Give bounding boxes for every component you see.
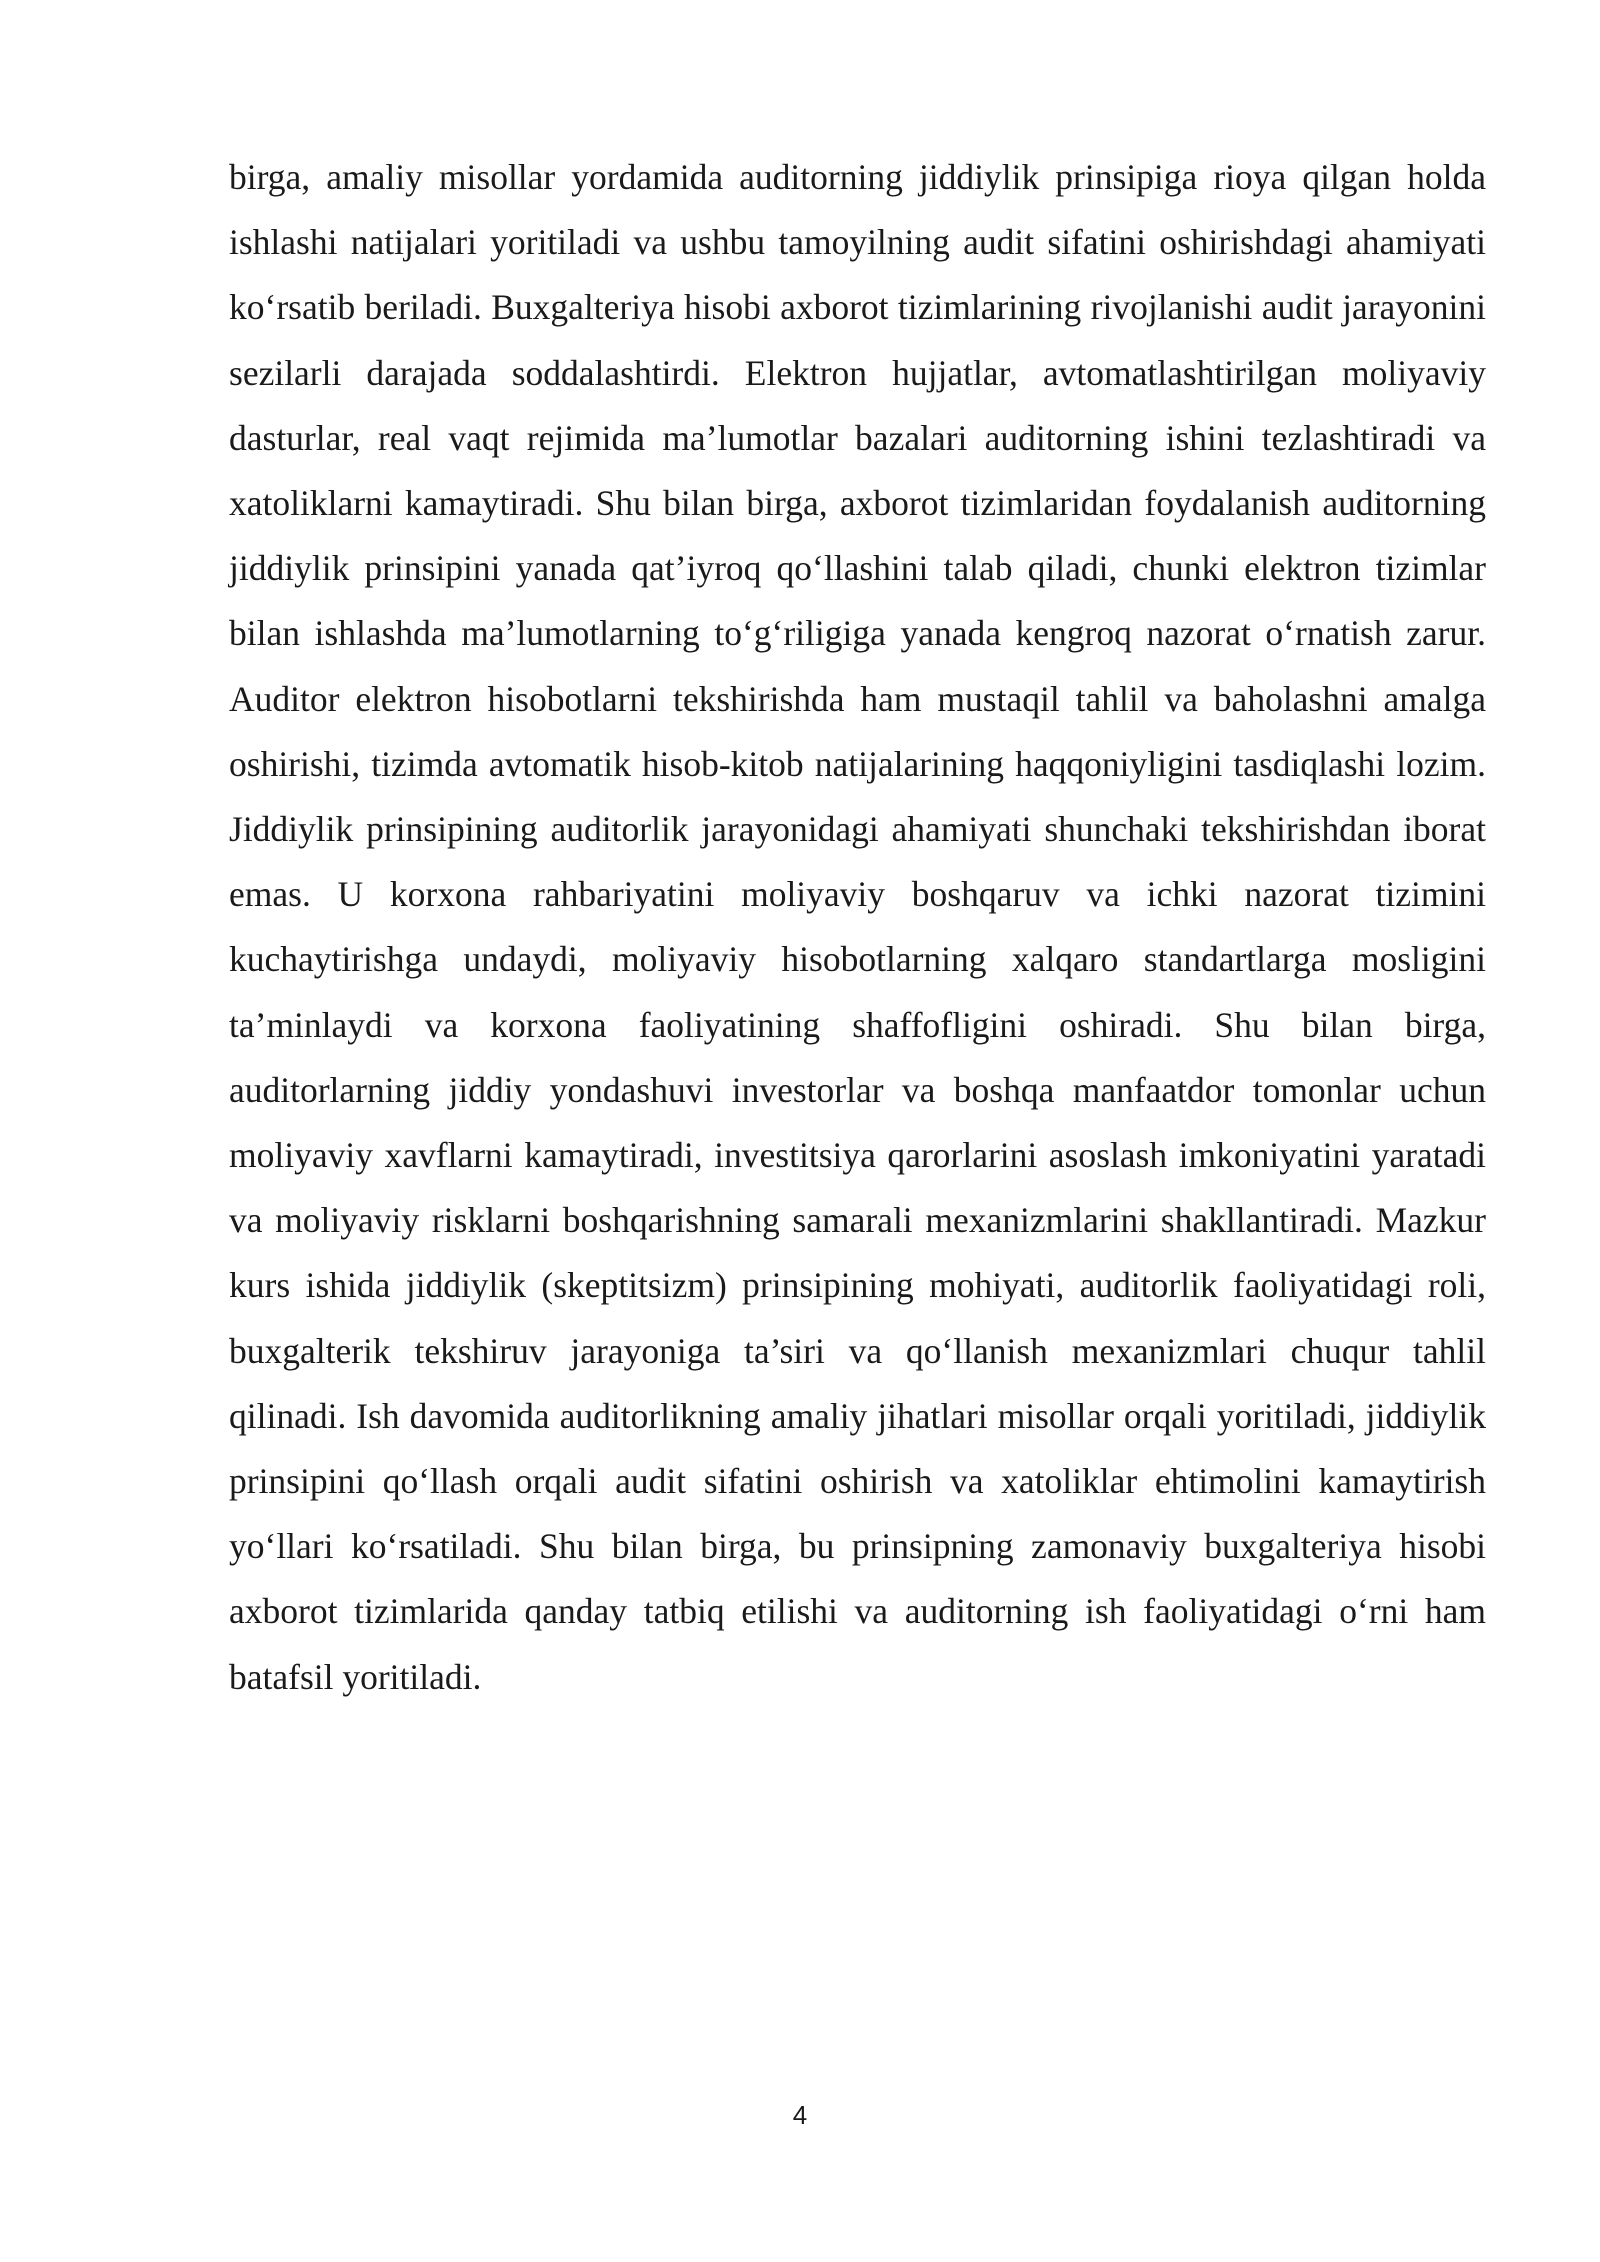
page-number: 4 <box>792 2100 808 2130</box>
body-paragraph: birga, amaliy misollar yordamida auditorning jiddiylik prinsipiga rioya qilgan holda ishlashi natijalari yoritiladi va ushbu tamoyilning audit sifatini oshirishdagi ahamiyati ko‘rsatib beriladi. Buxgalteriya hisobi axborot tizimlarining rivojlanishi audit jarayonini sezilarli darajada soddalashtirdi. Elektron hujjatlar, avtomatlashtirilgan moliyaviy dasturlar, real vaqt rejimida ma’lumotlar bazalari auditorning ishini tezlashtiradi va xatoliklarni kamaytiradi. Shu bilan birga, axborot tizimlaridan foydalanish auditorning jiddiylik prinsipini yanada qat’iyroq qo‘llashini talab qiladi, chunki elektron tizimlar bilan ishlashda ma’lumotlarning to‘g‘riligiga yanada kengroq nazorat o‘rnatish zarur. Auditor elektron hisobotlarni tekshirishda ham mustaqil tahlil va baholashni amalga oshirishi, tizimda avtomatik hisob-kitob natijalarining haqqoniyligini tasdiqlashi lozim. Jiddiylik prinsipining auditorlik jarayonidagi ahamiyati shunchaki tekshirishdan iborat emas. U korxona rahbariyatini moliyaviy boshqaruv va ichki nazorat tizimini kuchaytirishga undaydi, moliyaviy hisobotlarning xalqaro standartlarga mosligini ta’minlaydi va korxona faoliyatining shaffofligini oshiradi. Shu bilan birga, auditorlarning jiddiy yondashuvi investorlar va boshqa manfaatdor tomonlar uchun moliyaviy xavflarni kamaytiradi, investitsiya qarorlarini asoslash imkoniyatini yaratadi va moliyaviy risklarni boshqarishning samarali mexanizmlarini shakllantiradi. Mazkur kurs ishida jiddiylik (skeptitsizm) prinsipining mohiyati, auditorlik faoliyatidagi roli, buxgalterik tekshiruv jarayoniga ta’siri va qo‘llanish mexanizmlari chuqur tahlil qilinadi. Ish davomida auditorlikning amaliy jihatlari misollar orqali yoritiladi, jiddiylik prinsipini qo‘llash orqali audit sifatini oshirish va xatoliklar ehtimolini kamaytirish yo‘llari ko‘rsatiladi. Shu bilan birga, bu prinsipning zamonaviy buxgalteriya hisobi axborot tizimlarida qanday tatbiq etilishi va auditorning ish faoliyatidagi o‘rni ham batafsil yoritiladi. <box>229 157 1486 1697</box>
